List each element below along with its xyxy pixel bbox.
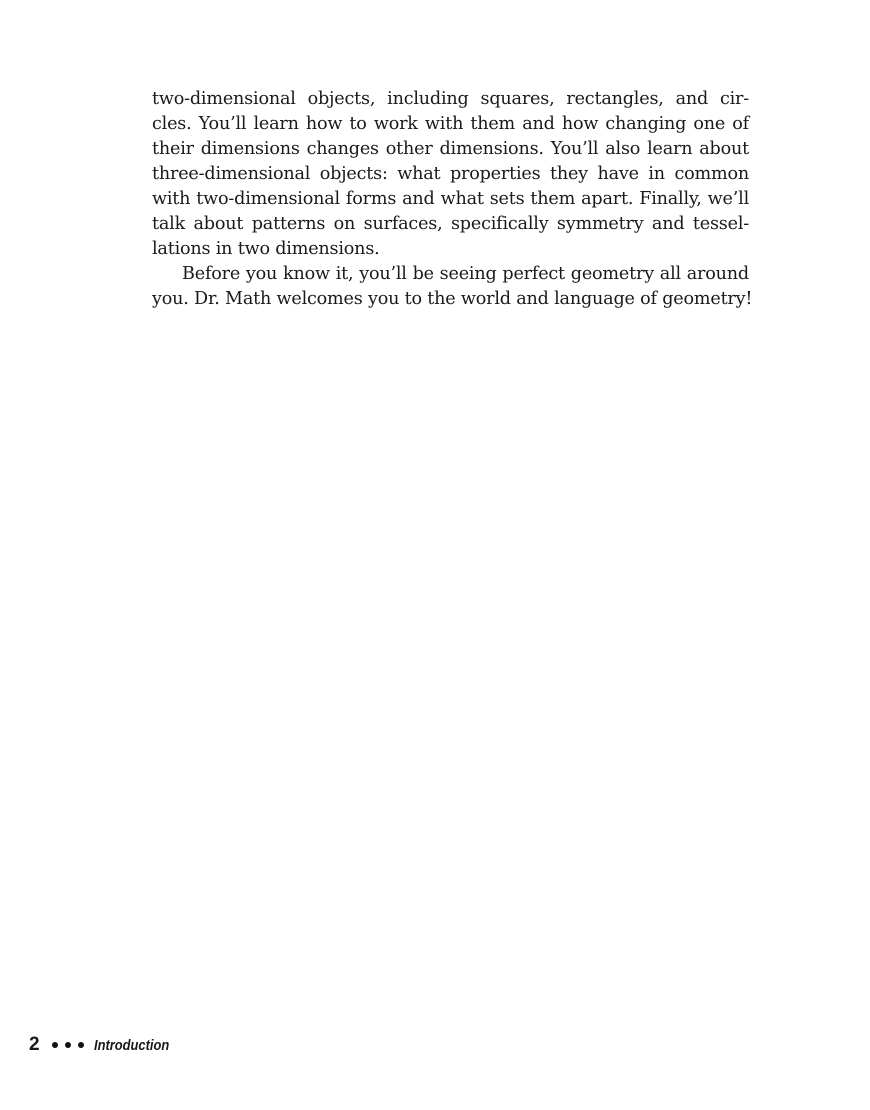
- text-line: lations in two dimensions.: [152, 239, 380, 259]
- page-number: 2: [29, 1034, 40, 1055]
- body-text: [152, 87, 753, 312]
- bullet-dot-icon: [52, 1042, 58, 1048]
- text-line: cles. You’ll learn how to work with them and how changing one of: [152, 114, 749, 134]
- paragraph-2: [152, 262, 753, 312]
- section-title: Introduction: [93, 1036, 169, 1054]
- text-line: Before you know it, you’ll be seeing perfect geometry all around: [182, 264, 749, 284]
- text-line: three-dimensional objects: what properties they have in common: [152, 164, 749, 184]
- text-line: two-dimensional objects, including squares, rectangles, and cir-: [152, 89, 749, 109]
- bullet-dot-icon: [65, 1042, 71, 1048]
- page-footer: [29, 1032, 181, 1058]
- text-line: their dimensions changes other dimensions. You’ll also learn about: [152, 139, 749, 159]
- bullet-dot-icon: [78, 1042, 84, 1048]
- paragraph-1: [152, 87, 749, 262]
- text-line: you. Dr. Math welcomes you to the world and language of geometry!: [152, 289, 753, 309]
- text-line: talk about patterns on surfaces, specifically symmetry and tessel-: [152, 214, 749, 234]
- text-line: with two-dimensional forms and what sets them apart. Finally, we’ll: [152, 189, 749, 209]
